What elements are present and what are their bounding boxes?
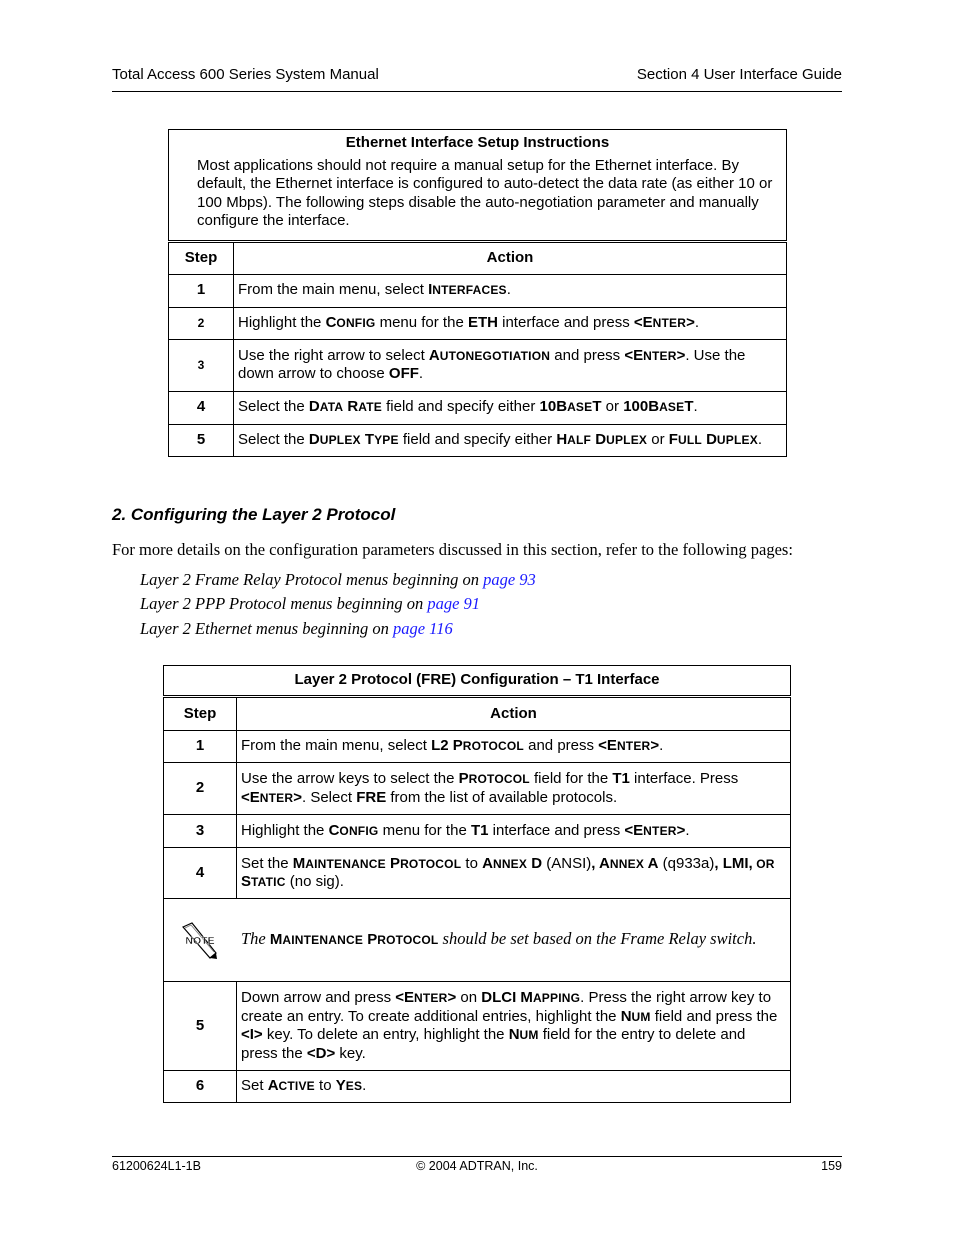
step-number: 1: [169, 274, 234, 307]
footer-part-number: 61200624L1-1B: [112, 1159, 201, 1173]
note-text: The MAINTENANCE PROTOCOL should be set based on the Frame Relay switch.: [241, 929, 757, 949]
action-text: Highlight the CONFIG menu for the T1 interface and press <ENTER>.: [237, 815, 791, 848]
action-text: From the main menu, select INTERFACES.: [234, 274, 787, 307]
action-text: Use the arrow keys to select the PROTOCOL field for the T1 interface. Press <ENTER>. Select FRE from the list of available protocols.: [237, 763, 791, 815]
ethernet-setup-title: Ethernet Interface Setup Instructions: [345, 134, 610, 151]
footer-page-number: 159: [821, 1159, 842, 1173]
table-row: [169, 339, 787, 391]
header-manual-title: Total Access 600 Series System Manual: [112, 66, 379, 83]
table-row: [164, 1071, 791, 1103]
table-row: [164, 763, 791, 815]
step-number: 3: [169, 339, 234, 391]
note-cell: [164, 899, 791, 982]
step-number: 4: [169, 391, 234, 424]
step-number: 6: [164, 1071, 237, 1103]
action-text: From the main menu, select L2 PROTOCOL and press <ENTER>.: [237, 731, 791, 763]
note-icon: [164, 920, 236, 960]
ethernet-setup-table: [168, 129, 787, 457]
page-link[interactable]: page 116: [392, 619, 453, 638]
reference-item: Layer 2 Frame Relay Protocol menus beginning on page 93: [140, 570, 536, 589]
step-number: 2: [164, 763, 237, 815]
ethernet-setup-intro: Most applications should not require a manual setup for the Ethernet interface. By default, the Ethernet interface is configured to auto-detect the data rate (as either 10 or 100 Mbps). The following steps disable the auto-negotiation parameter and manually configure the interface.: [197, 156, 773, 229]
table-row: [169, 307, 787, 339]
action-text: Use the right arrow to select AUTONEGOTIATION and press <ENTER>. Use the down arrow to choose OFF.: [234, 339, 787, 391]
section-intro: For more details on the configuration parameters discussed in this section, refer to the following pages:: [112, 540, 793, 559]
table-row: [169, 391, 787, 424]
footer-rule: [112, 1156, 842, 1157]
table-row: [164, 982, 791, 1071]
header-rule: [112, 91, 842, 92]
table-row: [169, 424, 787, 456]
page-link[interactable]: page 91: [427, 594, 481, 613]
table-row: [164, 731, 791, 763]
page-link[interactable]: page 93: [483, 570, 536, 589]
step-number: 5: [164, 982, 237, 1071]
action-text: Select the DUPLEX TYPE field and specify either HALF DUPLEX or FULL DUPLEX.: [234, 424, 787, 456]
table-row: [164, 848, 791, 899]
note-row: [164, 899, 791, 982]
action-text: Highlight the CONFIG menu for the ETH interface and press <ENTER>.: [234, 307, 787, 339]
ethernet-setup-intro-cell: [169, 130, 787, 242]
header-section-title: Section 4 User Interface Guide: [636, 66, 842, 83]
action-column-header: Action: [234, 241, 787, 274]
layer2-config-table: [163, 665, 791, 1103]
step-number: 4: [164, 848, 237, 899]
section-title: 2. Configuring the Layer 2 Protocol: [112, 505, 396, 524]
reference-item: Layer 2 Ethernet menus beginning on page 116: [140, 619, 453, 638]
action-text: Down arrow and press <ENTER> on DLCI MAPPING. Press the right arrow key to create an entry. To create additional entries, highlight the NUM field and press the <I> key. To delete an entry, highlight the NUM field for the entry to delete and press the <D> key.: [237, 982, 791, 1071]
svg-text:NOTE: NOTE: [185, 935, 215, 947]
layer2-config-title: Layer 2 Protocol (FRE) Configuration – T1 Interface: [164, 666, 791, 697]
reference-item: Layer 2 PPP Protocol menus beginning on page 91: [140, 594, 481, 613]
step-column-header: Step: [164, 697, 237, 731]
action-text: Set the MAINTENANCE PROTOCOL to ANNEX D (ANSI), ANNEX A (q933a), LMI, OR STATIC (no sig).: [237, 848, 791, 899]
table-row: [164, 815, 791, 848]
step-number: 2: [169, 307, 234, 339]
footer-copyright: © 2004 ADTRAN, Inc.: [416, 1159, 538, 1173]
action-text: Select the DATA RATE field and specify either 10BASET or 100BASET.: [234, 391, 787, 424]
action-column-header: Action: [237, 697, 791, 731]
action-text: Set ACTIVE to YES.: [237, 1071, 791, 1103]
table-row: [169, 274, 787, 307]
step-number: 5: [169, 424, 234, 456]
step-number: 1: [164, 731, 237, 763]
step-number: 3: [164, 815, 237, 848]
step-column-header: Step: [169, 241, 234, 274]
